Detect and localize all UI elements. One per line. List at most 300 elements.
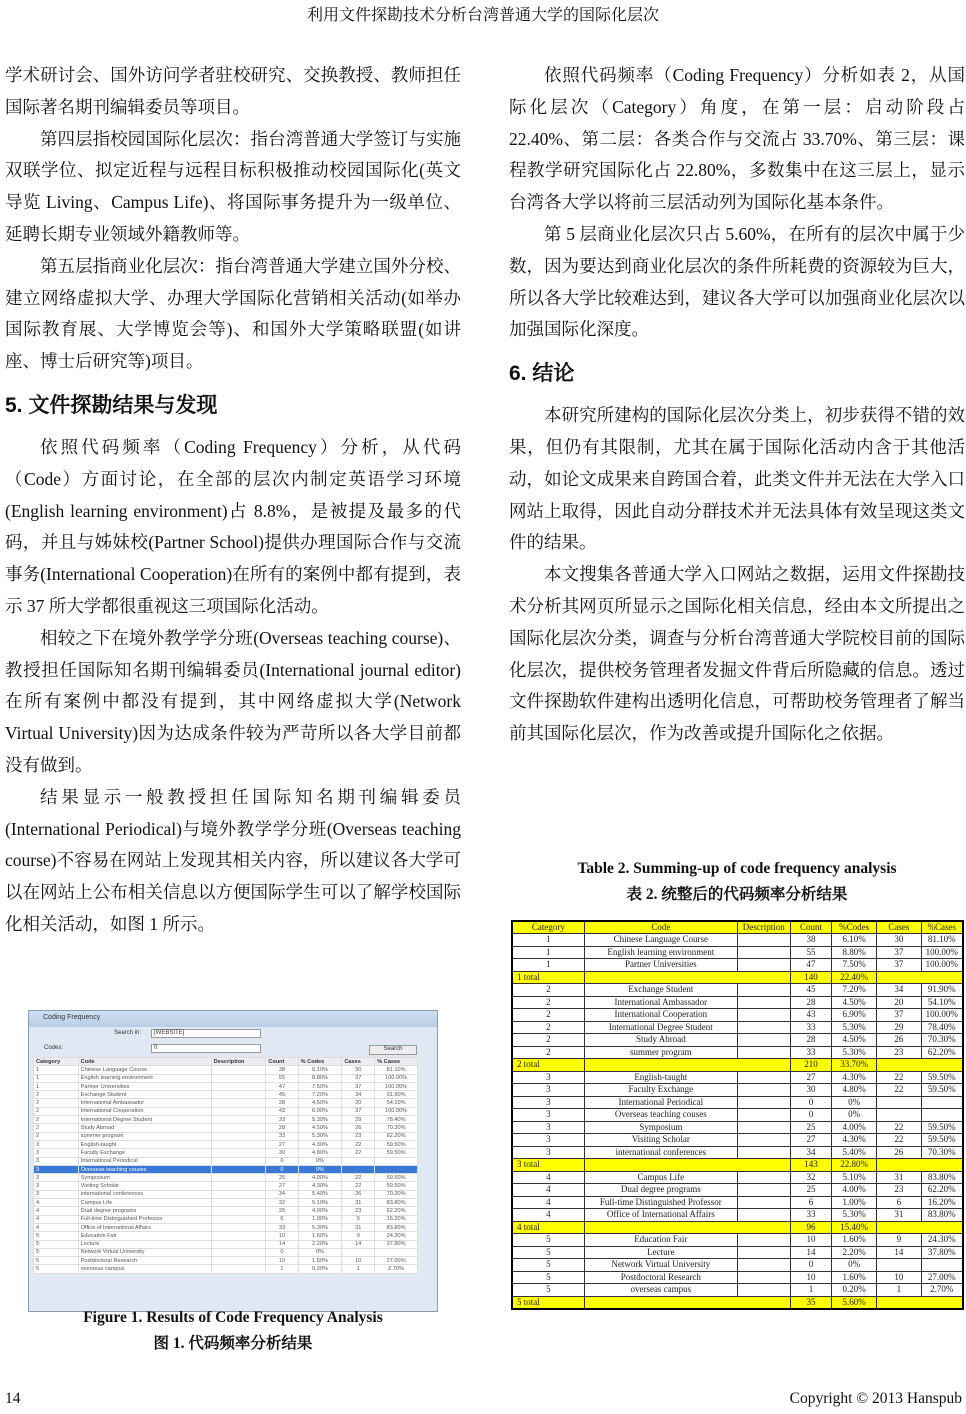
figure-cell: 59.50% (375, 1182, 418, 1190)
figure-cell: 0% (298, 1157, 342, 1165)
figure-caption-zh: 图 1. 代码频率分析结果 (153, 1335, 313, 1352)
table-cell: 0 (790, 1259, 832, 1272)
table-cell (737, 1259, 790, 1272)
total-row (512, 1296, 963, 1309)
figure-row[interactable] (34, 1074, 418, 1082)
figure-cell: 0% (298, 1248, 342, 1256)
figure-cell: 10 (266, 1232, 298, 1240)
table-cell: 100.00% (921, 946, 963, 959)
table-row (512, 1109, 963, 1122)
figure-row[interactable] (34, 1091, 418, 1099)
figure-cell: 25 (266, 1174, 298, 1182)
figure-cell (211, 1190, 266, 1198)
figure-cell (211, 1165, 266, 1173)
table-cell: 27.00% (921, 1271, 963, 1284)
figure-cell: 14 (342, 1240, 375, 1248)
figure-cell: 5 (34, 1265, 79, 1273)
table-cell: 4.00% (832, 1121, 877, 1134)
figure-coding-frequency-window (28, 1010, 438, 1312)
table-cell: 4.80% (832, 1084, 877, 1097)
figure-cell: 91.90% (375, 1091, 418, 1099)
figure-cell: Office of International Affairs (78, 1223, 211, 1231)
figure-cell (211, 1248, 266, 1256)
right-column (509, 60, 965, 750)
table-cell: 0 (790, 1109, 832, 1122)
table-cell (737, 1209, 790, 1222)
figure-row[interactable] (34, 1190, 418, 1198)
table-cell: 1 (790, 1284, 832, 1297)
table-cell: 3 (512, 1109, 584, 1122)
table-cell: 83.80% (921, 1209, 963, 1222)
table-cell (877, 1096, 922, 1109)
table-cell: Dual degree programs (584, 1184, 737, 1197)
table-caption-en: Table 2. Summing-up of code frequency analysis (577, 860, 897, 877)
figure-column-header: Category (34, 1058, 79, 1066)
table-cell: 62.20% (921, 1184, 963, 1197)
table-cell: 45 (790, 984, 832, 997)
figure-cell: 2 (34, 1107, 79, 1115)
table-cell: 4.30% (832, 1134, 877, 1147)
table-cell: 3 total (512, 1159, 584, 1172)
table-cell: 22.80% (832, 1159, 877, 1172)
table-cell: 6 (877, 1196, 922, 1209)
figure-cell: 6.90% (298, 1107, 342, 1115)
figure-cell: 2 (34, 1116, 79, 1124)
figure-cell: 1.60% (298, 1257, 342, 1265)
paragraph: 相较之下在境外教学学分班(Overseas teaching course)、教授担任国际知名期刊编辑委员(International journal editor)在所有案例中都没有提到，其中网络虚拟大学(Network Virtual University)因为达成条件较为严苛所以各大学目前都没有做到。 (5, 627, 461, 775)
table-cell: 59.50% (921, 1121, 963, 1134)
figure-row[interactable] (34, 1240, 418, 1248)
figure-cell: 4 (34, 1207, 79, 1215)
figure-column-header: % Cases (375, 1058, 418, 1066)
figure-cell: Lecture (78, 1240, 211, 1248)
figure-row[interactable] (34, 1099, 418, 1107)
figure-row[interactable] (34, 1149, 418, 1157)
figure-cell: 4 (34, 1223, 79, 1231)
figure-cell: 37 (342, 1107, 375, 1115)
figure-cell: 1 (34, 1074, 79, 1082)
figure-column-header: Cases (342, 1058, 375, 1066)
table-cell: 3 (512, 1096, 584, 1109)
table-cell: 3 (512, 1134, 584, 1147)
figure-cell: Education Fair (78, 1232, 211, 1240)
figure-cell: 6 (342, 1215, 375, 1223)
code-frequency-table (511, 920, 964, 1310)
table-cell: 22 (877, 1071, 922, 1084)
table-cell: 27 (790, 1134, 832, 1147)
table-cell (921, 1109, 963, 1122)
figure-cell: 37.80% (375, 1240, 418, 1248)
table-cell: 5 (512, 1271, 584, 1284)
table-cell: 33 (790, 1209, 832, 1222)
table-cell: 16.20% (921, 1196, 963, 1209)
table-cell: Postdoctoral Research (584, 1271, 737, 1284)
figure-cell: 4.00% (298, 1207, 342, 1215)
table-row (512, 1084, 963, 1097)
table-cell: Partner Universities (584, 959, 737, 972)
figure-cell: International Cooperation (78, 1107, 211, 1115)
figure-cell: 4.80% (298, 1149, 342, 1157)
figure-cell (211, 1091, 266, 1099)
figure-cell: 27.00% (375, 1257, 418, 1265)
table-row (512, 1209, 963, 1222)
table-row (512, 1284, 963, 1297)
table-cell (584, 1296, 790, 1309)
figure-cell (211, 1223, 266, 1231)
figure-cell: 4 (34, 1199, 79, 1207)
table-cell: 33.70% (832, 1059, 877, 1072)
figure-cell: 3 (34, 1190, 79, 1198)
table-row (512, 1196, 963, 1209)
figure-cell (211, 1066, 266, 1074)
figure-cell: 0 (266, 1157, 298, 1165)
figure-cell: 5 (34, 1240, 79, 1248)
table-cell: 22 (877, 1134, 922, 1147)
table-cell: 10 (790, 1271, 832, 1284)
figure-cell: 5.10% (298, 1199, 342, 1207)
left-column (5, 60, 461, 941)
total-row (512, 1059, 963, 1072)
figure-column-header: % Codes (298, 1058, 342, 1066)
table-cell: international conferences (584, 1146, 737, 1159)
figure-cell: 6.10% (298, 1066, 342, 1074)
table-cell: 59.50% (921, 1071, 963, 1084)
table-row (512, 1096, 963, 1109)
figure-cell: 23 (342, 1132, 375, 1140)
figure-cell: International Ambassador (78, 1099, 211, 1107)
table-cell: 34 (790, 1146, 832, 1159)
figure-cell: Exchange Student (78, 1091, 211, 1099)
figure-cell (211, 1140, 266, 1148)
table-cell: 70.30% (921, 1146, 963, 1159)
figure-cell: 16.20% (375, 1215, 418, 1223)
table-cell: Visiting Scholar (584, 1134, 737, 1147)
figure-cell (211, 1182, 266, 1190)
table-cell: 1 (512, 946, 584, 959)
figure-row[interactable] (34, 1215, 418, 1223)
table-cell: 96 (790, 1221, 832, 1234)
table-cell: 4.50% (832, 1034, 877, 1047)
figure-cell: 10 (266, 1257, 298, 1265)
table-cell: 5 total (512, 1296, 584, 1309)
paragraph: 第四层指校园国际化层次：指台湾普通大学签订与实施双联学位、拟定近程与远程目标积极推动校园国际化(英文导览 Living、Campus Life)、将国际事务提升为一级单位、延聘长期专业领域外籍教师等。 (5, 128, 461, 244)
figure-cell: 38 (266, 1066, 298, 1074)
table-cell: English learning environment (584, 946, 737, 959)
figure-cell: 34 (342, 1091, 375, 1099)
figure-row[interactable] (34, 1165, 418, 1173)
table-cell: 55 (790, 946, 832, 959)
figure-cell: 34 (266, 1190, 298, 1198)
figure-row[interactable] (34, 1182, 418, 1190)
figure-cell: overseas campus (78, 1265, 211, 1273)
figure-cell (211, 1132, 266, 1140)
figure-row[interactable] (34, 1207, 418, 1215)
total-row (512, 971, 963, 984)
figure-row[interactable] (34, 1232, 418, 1240)
figure-cell: 6 (266, 1215, 298, 1223)
figure-row[interactable] (34, 1132, 418, 1140)
figure-column-header: Code (78, 1058, 211, 1066)
table-cell (877, 1296, 963, 1309)
table-row (512, 1259, 963, 1272)
paragraph: 依照代码频率（Coding Frequency）分析，从代码（Code）方面讨论，在全部的层次内制定英语学习环境(English learning environment)占 8.8%，是被提及最多的代码，并且与姊妹校(Partner School)提供办理国际合作与交流事务(International Cooperation)在所有的案例中都有提到，表示 37 所大学都很重视这三项国际化活动。 (5, 436, 461, 616)
figure-cell: 59.50% (375, 1149, 418, 1157)
figure-cell: 0.20% (298, 1265, 342, 1273)
figure-cell: 2.20% (298, 1240, 342, 1248)
figure-cell: 4.50% (298, 1124, 342, 1132)
column-header: Cases (877, 921, 922, 934)
figure-cell: 1.60% (298, 1232, 342, 1240)
table-cell: 15.40% (832, 1221, 877, 1234)
figure-cell (211, 1107, 266, 1115)
figure-row[interactable] (34, 1265, 418, 1273)
figure-cell: 5 (34, 1232, 79, 1240)
figure-cell: 59.50% (375, 1140, 418, 1148)
figure-cell: 83.80% (375, 1223, 418, 1231)
table-caption-zh: 表 2. 统整后的代码频率分析结果 (626, 886, 848, 903)
figure-cell: 2 (34, 1099, 79, 1107)
table-row (512, 1184, 963, 1197)
table-cell: 2 (512, 996, 584, 1009)
figure-cell: 59.50% (375, 1174, 418, 1182)
table-cell: 22.40% (832, 971, 877, 984)
table-cell: 10 (790, 1234, 832, 1247)
table-cell: 4 total (512, 1221, 584, 1234)
figure-table (33, 1057, 418, 1274)
figure-cell: 1 (34, 1066, 79, 1074)
table-cell: Lecture (584, 1246, 737, 1259)
table-cell (584, 1221, 790, 1234)
figure-cell: 31 (342, 1199, 375, 1207)
paragraph: 第五层指商业化层次：指台湾普通大学建立国外分校、建立网络虚拟大学、办理大学国际化营销相关活动(如举办国际教育展、大学博览会等)、和国外大学策略联盟(如讲座、博士后研究等)项目。 (5, 255, 461, 372)
table-cell: 2 total (512, 1059, 584, 1072)
paragraph: 本研究所建构的国际化层次分类上，初步获得不错的效果，但仍有其限制，尤其在属于国际化活动内含于其他活动，如论文成果来自跨国合着，此类文件并无法在大学入口网站上取得，因此自动分群技术并无法具体有效呈现这类文件的结果。 (509, 405, 965, 553)
figure-cell: 62.20% (375, 1207, 418, 1215)
figure-cell (211, 1157, 266, 1165)
table-cell (737, 934, 790, 947)
figure-cell: English learning environment (78, 1074, 211, 1082)
table-row (512, 1034, 963, 1047)
column-header: Category (512, 921, 584, 934)
figure-row[interactable] (34, 1116, 418, 1124)
figure-cell: 54.10% (375, 1099, 418, 1107)
figure-cell: Full-time Distinguished Professor (78, 1215, 211, 1223)
table-cell (584, 1159, 790, 1172)
figure-cell: 3 (34, 1149, 79, 1157)
table-cell: 70.30% (921, 1034, 963, 1047)
table-cell (921, 1259, 963, 1272)
table-cell: 47 (790, 959, 832, 972)
figure-cell: Campus Life (78, 1199, 211, 1207)
figure-cell: 33 (266, 1223, 298, 1231)
figure-row[interactable] (34, 1199, 418, 1207)
table-cell: 91.90% (921, 984, 963, 997)
figure-cell (211, 1232, 266, 1240)
table-cell (737, 1096, 790, 1109)
figure-row[interactable] (34, 1082, 418, 1090)
table-cell (737, 1196, 790, 1209)
figure-cell (375, 1165, 418, 1173)
figure-row[interactable] (34, 1257, 418, 1265)
table-cell: 5.40% (832, 1146, 877, 1159)
table-cell: 4 (512, 1196, 584, 1209)
figure-cell: Network Virtual University (78, 1248, 211, 1256)
table-cell: 9 (877, 1234, 922, 1247)
figure-cell: 25 (266, 1207, 298, 1215)
table-cell: 2.70% (921, 1284, 963, 1297)
table-cell (737, 984, 790, 997)
figure-cell: 37 (342, 1082, 375, 1090)
figure-cell: Postdoctoral Research (78, 1257, 211, 1265)
figure-cell (375, 1248, 418, 1256)
figure-row[interactable] (34, 1174, 418, 1182)
table-cell: 22 (877, 1084, 922, 1097)
table-row (512, 1046, 963, 1059)
figure-cell: 28 (266, 1099, 298, 1107)
table-cell: 25 (790, 1121, 832, 1134)
paragraph: 本文搜集各普通大学入口网站之数据，运用文件探勘技术分析其网页所显示之国际化相关信息，经由本文所提出之国际化层次分类，调查与分析台湾普通大学院校目前的国际化层次，提供校务管理者发掘文件背后所隐藏的信息。透过文件探勘软件建构出透明化信息，可帮助校务管理者了解当前其国际化层次，作为改善或提升国际化之依据。 (509, 564, 965, 744)
figure-cell: Partner Universities (78, 1082, 211, 1090)
table-cell: 10 (877, 1271, 922, 1284)
table-cell: 28 (790, 996, 832, 1009)
figure-cell (211, 1174, 266, 1182)
table-cell: 7.50% (832, 959, 877, 972)
table-cell: 20 (877, 996, 922, 1009)
codes-field[interactable]: 0 (151, 1044, 261, 1053)
table-cell: 26 (877, 1034, 922, 1047)
table-cell (737, 946, 790, 959)
figure-cell (211, 1215, 266, 1223)
table-cell: 37 (877, 959, 922, 972)
figure-cell (211, 1240, 266, 1248)
total-row (512, 1159, 963, 1172)
table-cell (877, 1159, 963, 1172)
figure-row[interactable] (34, 1107, 418, 1115)
table-cell: 28 (790, 1034, 832, 1047)
figure-cell: 37 (342, 1074, 375, 1082)
figure-cell: 47 (266, 1082, 298, 1090)
figure-cell: 2 (34, 1132, 79, 1140)
table-cell: 1 (512, 959, 584, 972)
table-cell: 1 (877, 1284, 922, 1297)
table-cell: 27 (790, 1071, 832, 1084)
column-header: Description (737, 921, 790, 934)
figure-cell: 100.00% (375, 1082, 418, 1090)
figure-cell: 0 (266, 1248, 298, 1256)
table-cell: 23 (877, 1046, 922, 1059)
figure-row[interactable] (34, 1223, 418, 1231)
table-cell: 37.80% (921, 1246, 963, 1259)
table-cell: 2 (512, 1009, 584, 1022)
figure-cell: 23 (342, 1207, 375, 1215)
figure-caption (28, 1305, 438, 1357)
section-heading: 6. 结论 (509, 362, 575, 386)
figure-row[interactable] (34, 1248, 418, 1256)
table-cell (877, 1109, 922, 1122)
search-button[interactable]: Search (369, 1045, 417, 1055)
table-cell (737, 1034, 790, 1047)
figure-cell: 1 (34, 1082, 79, 1090)
table-cell (877, 1259, 922, 1272)
table-cell (737, 1146, 790, 1159)
figure-cell: 81.10% (375, 1066, 418, 1074)
figure-cell: 5.30% (298, 1132, 342, 1140)
figure-cell: 24.30% (375, 1232, 418, 1240)
table-cell: 43 (790, 1009, 832, 1022)
table-cell: 140 (790, 971, 832, 984)
table-cell: 1.60% (832, 1271, 877, 1284)
table-cell: 24.30% (921, 1234, 963, 1247)
figure-cell (342, 1165, 375, 1173)
table-cell: 0% (832, 1096, 877, 1109)
figure-row[interactable] (34, 1124, 418, 1132)
table-cell: 5 (512, 1246, 584, 1259)
table-cell: 3 (512, 1121, 584, 1134)
table-row (512, 959, 963, 972)
figure-cell: 70.30% (375, 1190, 418, 1198)
figure-column-header: Description (211, 1058, 266, 1066)
figure-cell (211, 1149, 266, 1157)
table-cell: 81.10% (921, 934, 963, 947)
table-cell (737, 1134, 790, 1147)
table-cell (737, 996, 790, 1009)
table-cell: Full-time Distinguished Professor (584, 1196, 737, 1209)
figure-cell: 3 (34, 1182, 79, 1190)
figure-cell: 5 (34, 1248, 79, 1256)
table-cell: 4 (512, 1209, 584, 1222)
table-row (512, 1009, 963, 1022)
table-row (512, 1146, 963, 1159)
figure-cell: 29 (342, 1116, 375, 1124)
figure-cell: 22 (342, 1140, 375, 1148)
table-cell: 7.20% (832, 984, 877, 997)
table-cell: 38 (790, 934, 832, 947)
table-row (512, 996, 963, 1009)
table-cell: 30 (790, 1084, 832, 1097)
figure-row[interactable] (34, 1157, 418, 1165)
table-cell: 1.00% (832, 1196, 877, 1209)
figure-cell: 8.80% (298, 1074, 342, 1082)
figure-row[interactable] (34, 1140, 418, 1148)
table-cell: English-taught (584, 1071, 737, 1084)
table-cell (737, 1021, 790, 1034)
running-header: 利用文件探勘技术分析台湾普通大学的国际化层次 (306, 7, 659, 24)
table-cell: 5.10% (832, 1171, 877, 1184)
table-cell (877, 971, 963, 984)
table-cell: Office of International Affairs (584, 1209, 737, 1222)
figure-cell: 7.50% (298, 1082, 342, 1090)
table-cell: 26 (877, 1146, 922, 1159)
figure-cell: 3 (34, 1140, 79, 1148)
table-cell (737, 1084, 790, 1097)
figure-cell: 30 (342, 1066, 375, 1074)
figure-row[interactable] (34, 1066, 418, 1074)
table-cell (737, 1184, 790, 1197)
table-cell: 0.20% (832, 1284, 877, 1297)
figure-cell: 1 (266, 1265, 298, 1273)
table-cell: Education Fair (584, 1234, 737, 1247)
table-cell (737, 1284, 790, 1297)
search-in-field[interactable]: [WEBSITE] (151, 1029, 261, 1038)
table-cell: 4 (512, 1171, 584, 1184)
figure-cell: 30 (266, 1149, 298, 1157)
table-cell: 1.60% (832, 1234, 877, 1247)
figure-cell: 3 (34, 1165, 79, 1173)
figure-cell (342, 1248, 375, 1256)
table-cell (737, 959, 790, 972)
copyright: Copyright © 2013 Hanspub (789, 1390, 962, 1407)
table-cell: 33 (790, 1021, 832, 1034)
